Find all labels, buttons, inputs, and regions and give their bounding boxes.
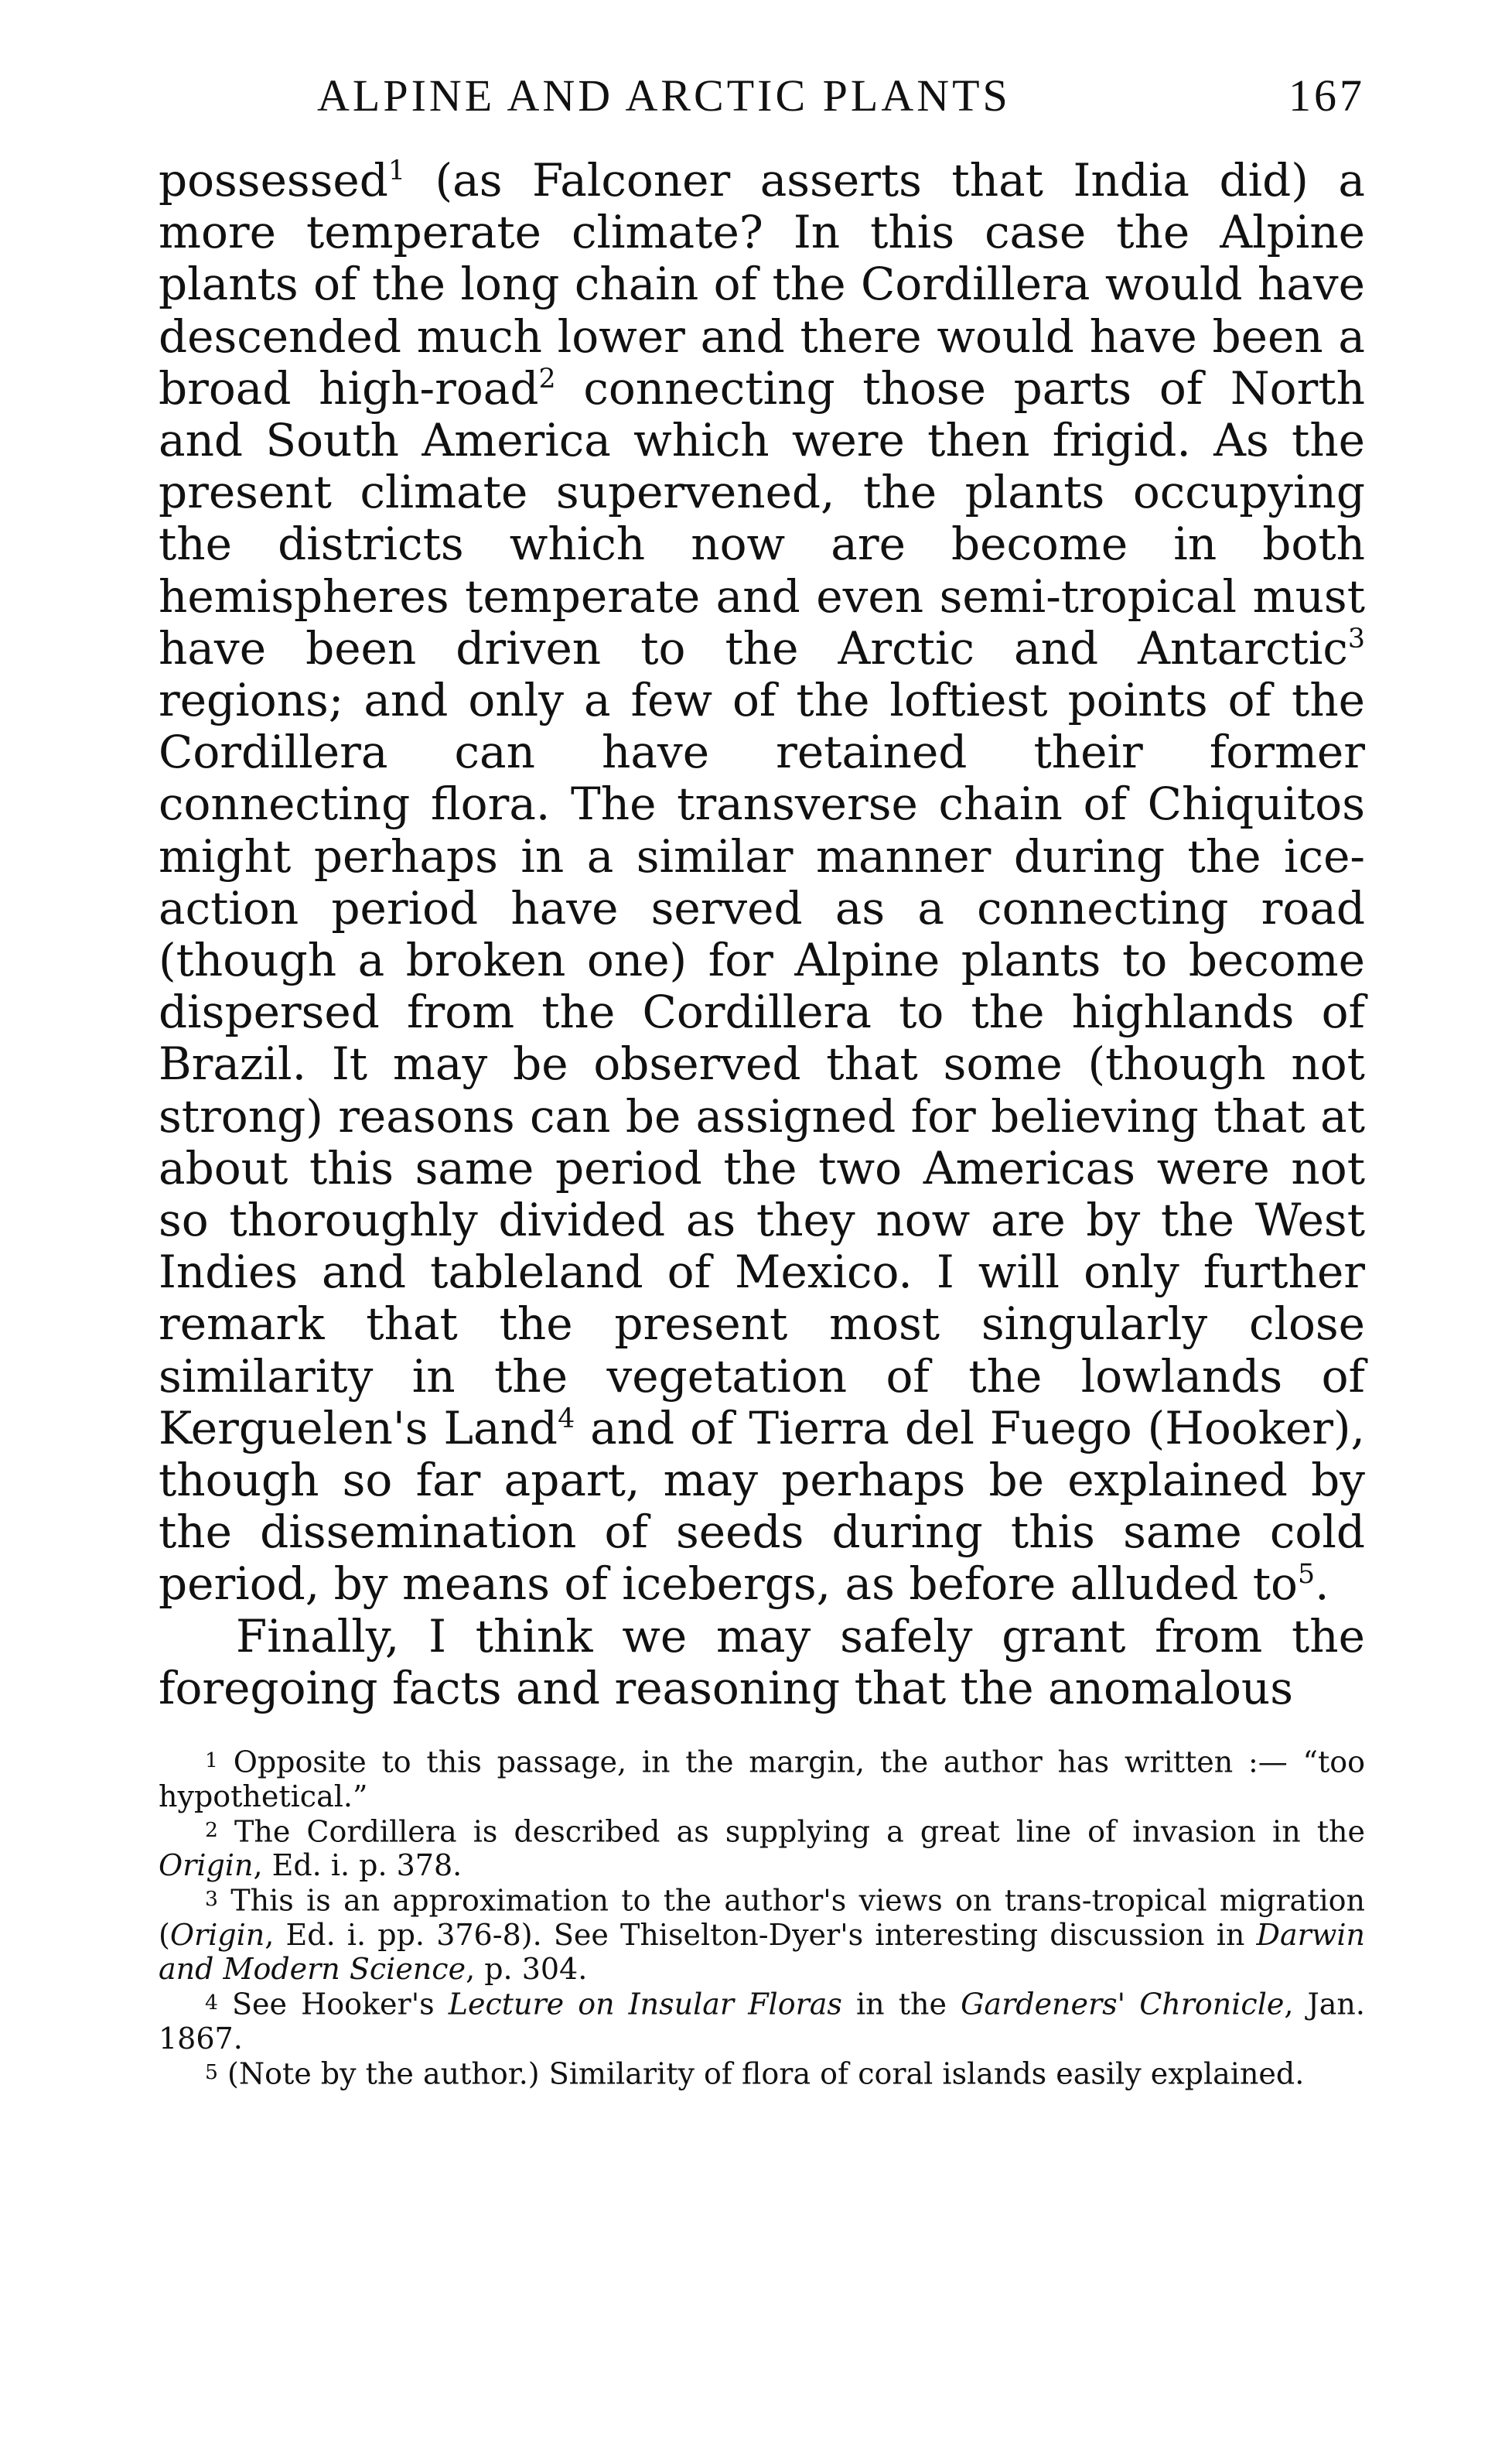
footnotes — [159, 1744, 1365, 2090]
footnote — [159, 1813, 1365, 1883]
footnote-reference: 5 — [1297, 1559, 1316, 1591]
footnote-number: 5 — [205, 2059, 218, 2084]
footnote-number: 1 — [205, 1748, 218, 1773]
text-run: Finally, I think we may safely grant from the foregoing facts and reasoning that the anomalous — [159, 1609, 1365, 1714]
footnote — [159, 1986, 1365, 2056]
text-run: Opposite to this passage, in the margin, the author has written :— “too hypothetical.” — [159, 1745, 1365, 1813]
text-run: , p. 304. — [466, 1952, 588, 1987]
text-run: regions; and only a few of the loftiest points of the Cordillera can have retained their former connecting flora. The transverse chain of Chiquitos might perhaps in a similar manner during the ice-action period have served as a connecting road (though a broken one) for Alpine plants to become dispersed from the Cordillera to the highlands of Brazil. It may be observed that some (though not strong) reasons can be assigned for believing that at about this same period the two Americas were not so thoroughly divided as they now are by the West Indies and tableland of Mexico. I will only further remark that the present most singularly close similarity in the vegetation of the lowlands of Kerguelen's Land — [159, 674, 1365, 1454]
text-run: in the — [841, 1987, 961, 2022]
running-title: ALPINE AND ARCTIC PLANTS — [317, 70, 1011, 121]
text-run: (as Falconer asserts that India did) a more temperate climate? In this case the Alpine plants of the long chain of the Cordillera would have descended much lower and there would have been a broad high-road — [159, 154, 1365, 415]
text-run: . — [1315, 1557, 1329, 1611]
text-run: The Cordillera is described as supplying a great line of invasion in the — [234, 1814, 1365, 1849]
text-run: This is an approximation to the author's views on trans-tropical migration ( — [159, 1884, 1365, 1953]
text-run: connecting those parts of North and South America which were then frigid. As the present climate supervened, the plants occupying the districts which now are become in both hemispheres temperate and even semi-tropical must have been driven to the Arctic and Antarctic — [159, 361, 1365, 675]
book-page — [159, 62, 1365, 2090]
footnote-reference: 2 — [538, 363, 556, 395]
main-text — [159, 155, 1365, 1714]
italic-title: Origin — [159, 1848, 254, 1883]
italic-title: Lecture on Insular Floras — [448, 1987, 842, 2022]
text-run: (Note by the author.) Similarity of flora of coral islands easily explained. — [227, 2056, 1305, 2091]
footnote-number: 2 — [205, 1817, 218, 1842]
italic-title: Gardeners' Chronicle — [961, 1987, 1285, 2022]
running-header — [159, 62, 1365, 139]
footnote-reference: 4 — [558, 1403, 575, 1434]
footnote — [159, 1744, 1365, 1813]
text-run: , Ed. i. p. 378. — [253, 1848, 462, 1883]
footnote-reference: 3 — [1347, 623, 1365, 655]
paragraph — [159, 155, 1365, 1611]
footnote-number: 3 — [205, 1887, 218, 1912]
italic-title: Darwin and Modern Science — [159, 1918, 1365, 1987]
footnote-number: 4 — [205, 1991, 218, 2015]
text-run: and of Tierra del Fuego (Hooker), though so far apart, may perhaps be explained by the dissemination of seeds during this same cold period, by means of icebergs, as before alluded to — [159, 1401, 1365, 1611]
text-run: , Jan. 1867. — [159, 1987, 1365, 2056]
paragraph — [159, 1611, 1365, 1714]
footnote — [159, 1882, 1365, 1986]
italic-title: Origin — [169, 1918, 265, 1953]
text-run: See Hooker's — [232, 1987, 449, 2022]
text-run: possessed — [159, 154, 388, 207]
footnote — [159, 2056, 1365, 2091]
footnote-reference: 1 — [387, 156, 406, 187]
page-number: 167 — [1288, 70, 1365, 121]
text-run: , Ed. i. pp. 376-8). See Thiselton-Dyer's interesting discussion in — [265, 1918, 1257, 1953]
